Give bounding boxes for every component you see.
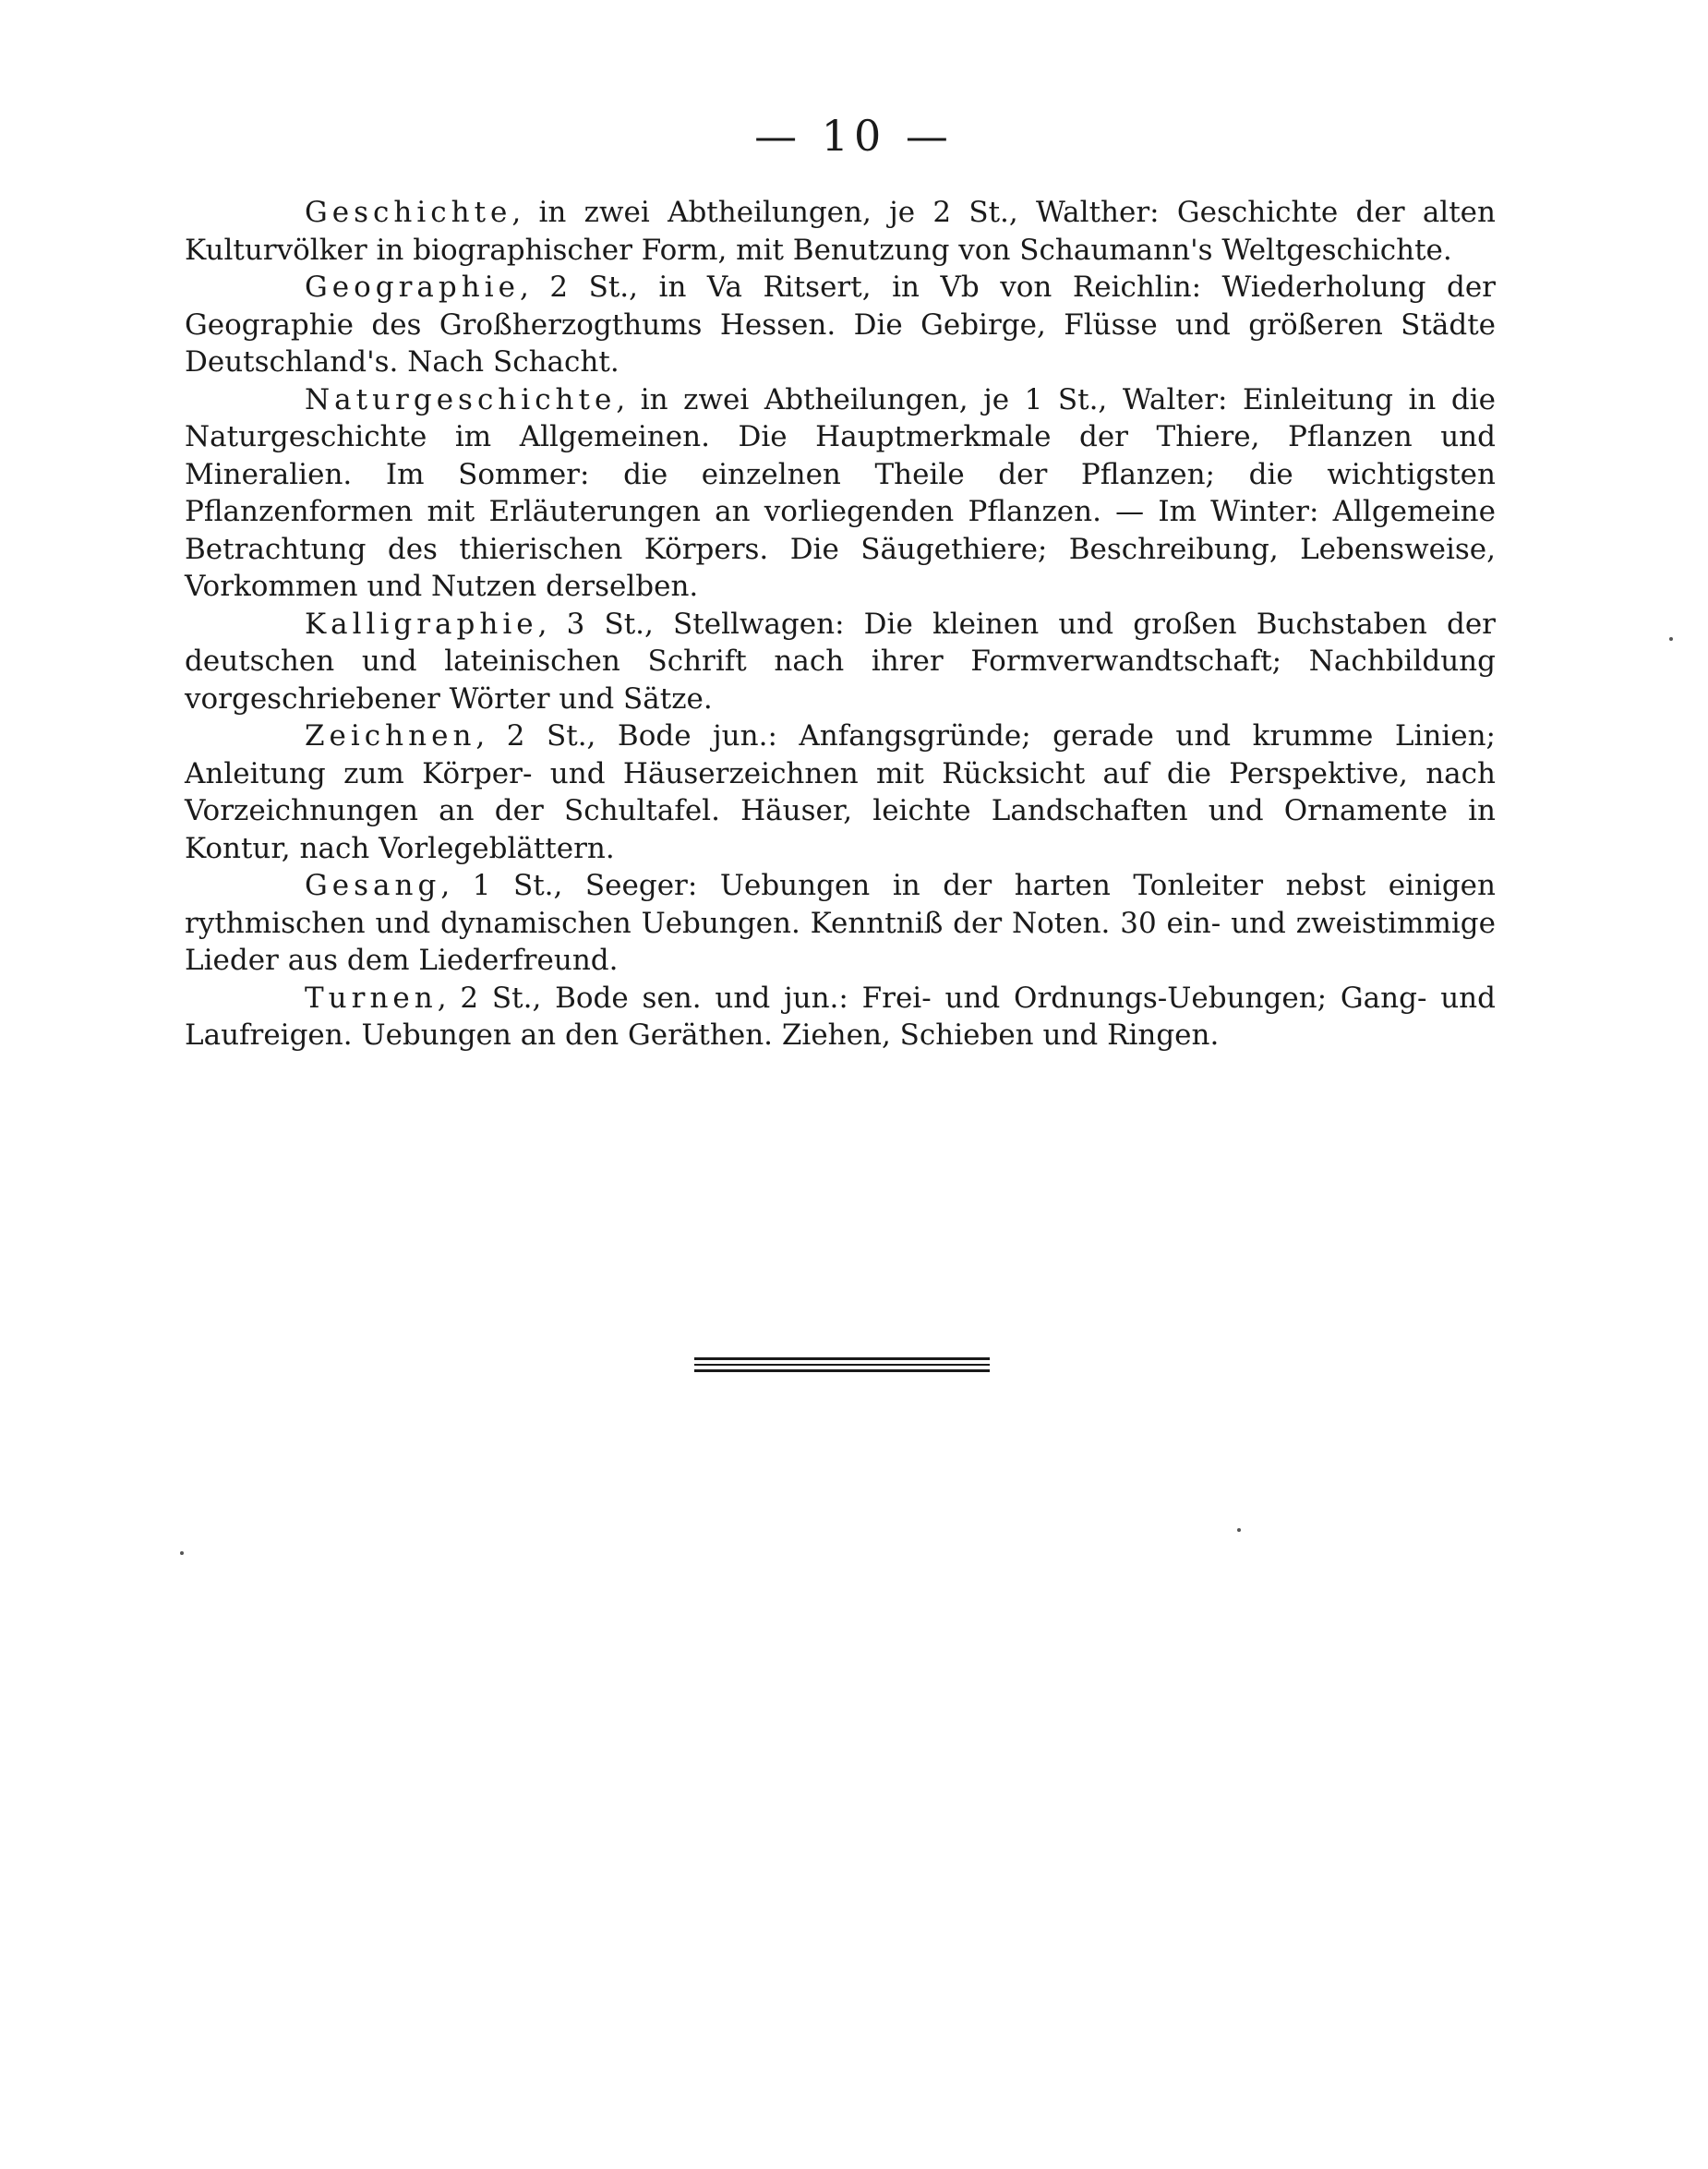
paragraph-turnen (185, 980, 1496, 1054)
rule-line (694, 1369, 990, 1372)
curriculum-text (185, 194, 1496, 1054)
paragraph-body: , 3 St., Stellwagen: Die kleinen und großen Buchstaben der deutschen und lateinischen Schrift nach ihrer Formverwandtschaft; Nachbildung vorgeschriebener Wörter und Sätze. (185, 607, 1496, 716)
subject-heading: Naturgeschichte (305, 382, 617, 416)
section-end-rule (694, 1357, 990, 1376)
paragraph-naturgeschichte (185, 381, 1496, 606)
subject-heading: Zeichnen (305, 719, 476, 753)
subject-heading: Turnen (305, 981, 438, 1015)
subject-heading: Geographie (305, 271, 520, 304)
subject-heading: Gesang (305, 869, 441, 902)
paragraph-body: , 2 St., Bode sen. und jun.: Frei- und Ordnungs-Uebungen; Gang- und Laufreigen. Uebungen an den Geräthen. Ziehen, Schieben und Ringen. (185, 981, 1496, 1052)
paper-speck (1237, 1528, 1241, 1532)
paragraph-gesang (185, 867, 1496, 980)
paper-speck (1669, 637, 1673, 641)
paragraph-kalligraphie (185, 606, 1496, 718)
paper-speck (180, 1551, 184, 1555)
paragraph-body: , 1 St., Seeger: Uebungen in der harten Tonleiter nebst einigen rythmischen und dynamischen Uebungen. Kenntniß der Noten. 30 ein- und zweistimmige Lieder aus dem Liederfreund. (185, 869, 1496, 977)
paragraph-geschichte (185, 194, 1496, 269)
subject-heading: Geschichte (305, 196, 512, 229)
paragraph-zeichnen (185, 717, 1496, 867)
paragraph-geographie (185, 269, 1496, 381)
paragraph-body: , in zwei Abtheilungen, je 2 St., Walther: Geschichte der alten Kulturvölker in biographischer Form, mit Benutzung von Schaumann's Weltgeschichte. (185, 196, 1496, 267)
paragraph-body: , in zwei Abtheilungen, je 1 St., Walter: Einleitung in die Naturgeschichte im Allgemeinen. Die Hauptmerkmale der Thiere, Pflanzen und Mineralien. Im Sommer: die einzelnen Theile der Pflanzen; die wichtigsten Pflanzenformen mit Erläuterungen an vorliegenden Pflanzen. — Im Winter: Allgemeine Betrachtung des thierischen Körpers. Die Säugethiere; Beschreibung, Lebensweise, Vorkommen und Nutzen derselben. (185, 382, 1496, 603)
paragraph-body: , 2 St., Bode jun.: Anfangsgründe; gerade und krumme Linien; Anleitung zum Körper- und Häuserzeichnen mit Rücksicht auf die Perspektive, nach Vorzeichnungen an der Schultafel. Häuser, leichte Landschaften und Ornamente in Kontur, nach Vorlegeblättern. (185, 719, 1496, 865)
subject-heading: Kalligraphie (305, 607, 538, 641)
rule-line (694, 1364, 990, 1366)
paragraph-body: , 2 St., in Va Ritsert, in Vb von Reichlin: Wiederholung der Geographie des Großherzogthums Hessen. Die Gebirge, Flüsse und größeren Städte Deutschland's. Nach Schacht. (185, 271, 1496, 379)
rule-line (694, 1357, 990, 1360)
page-number: — 10 — (754, 111, 954, 161)
